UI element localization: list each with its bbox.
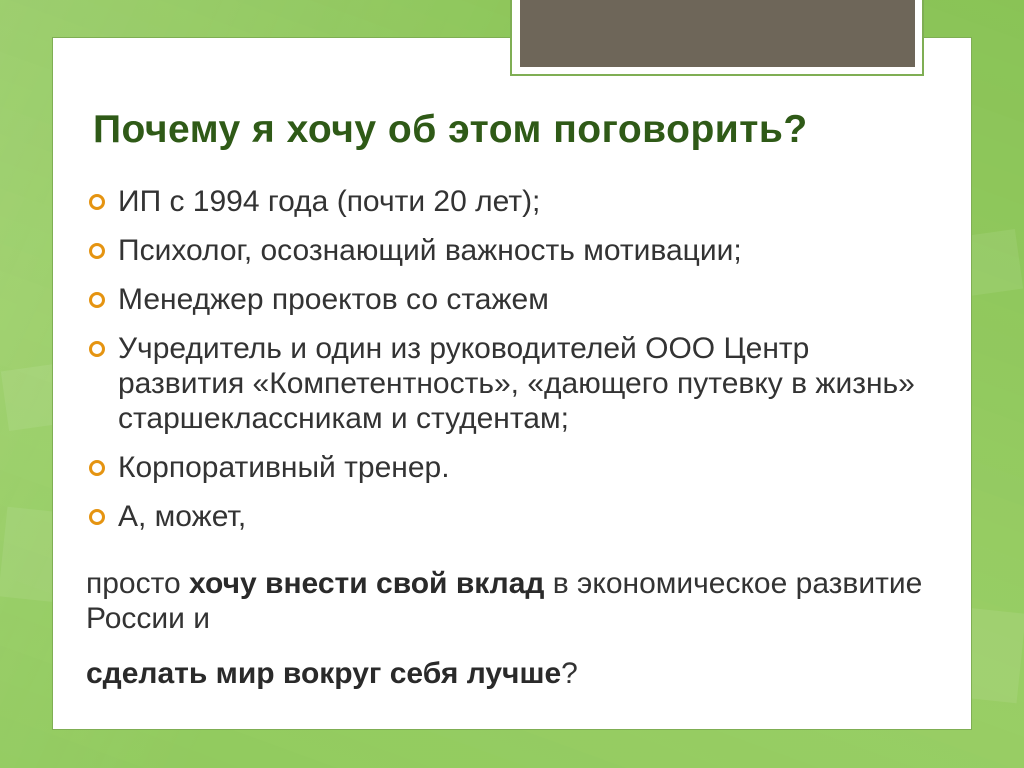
slide-title: Почему я хочу об этом поговорить? [93, 108, 808, 151]
closing-post: ? [561, 657, 578, 690]
ring-bullet-icon [89, 243, 105, 259]
closing-paragraph-1 [86, 566, 946, 636]
ring-bullet-icon [89, 509, 105, 525]
ring-bullet-icon [89, 292, 105, 308]
bullet-item [86, 282, 936, 317]
bullet-item [86, 233, 936, 268]
bullet-text: Психолог, осознающий важность мотивации; [118, 234, 742, 267]
ring-bullet-icon [89, 194, 105, 210]
closing-pre: просто [86, 567, 190, 600]
bullet-list [86, 184, 936, 548]
bullet-text: Менеджер проектов со стажем [118, 283, 549, 316]
accent-block [520, 0, 915, 67]
ring-bullet-icon [89, 341, 105, 357]
closing-bold: сделать мир вокруг себя лучше [86, 657, 562, 690]
bullet-item [86, 331, 936, 436]
bullet-text: ИП с 1994 года (почти 20 лет); [118, 185, 541, 218]
closing-bold: хочу внести свой вклад [189, 567, 545, 600]
bullet-item [86, 499, 936, 534]
bullet-text: Корпоративный тренер. [118, 451, 450, 484]
bullet-item [86, 184, 936, 219]
ring-bullet-icon [89, 460, 105, 476]
closing-post: в экономическое развитие России и [86, 567, 923, 635]
closing-paragraph-2 [86, 656, 946, 691]
bullet-text: А, может, [118, 500, 247, 533]
bullet-item [86, 450, 936, 485]
bullet-text: Учредитель и один из руководителей ООО Центр развития «Компетентность», «дающего путевку в жизнь» старшеклассникам и студентам; [118, 332, 915, 435]
